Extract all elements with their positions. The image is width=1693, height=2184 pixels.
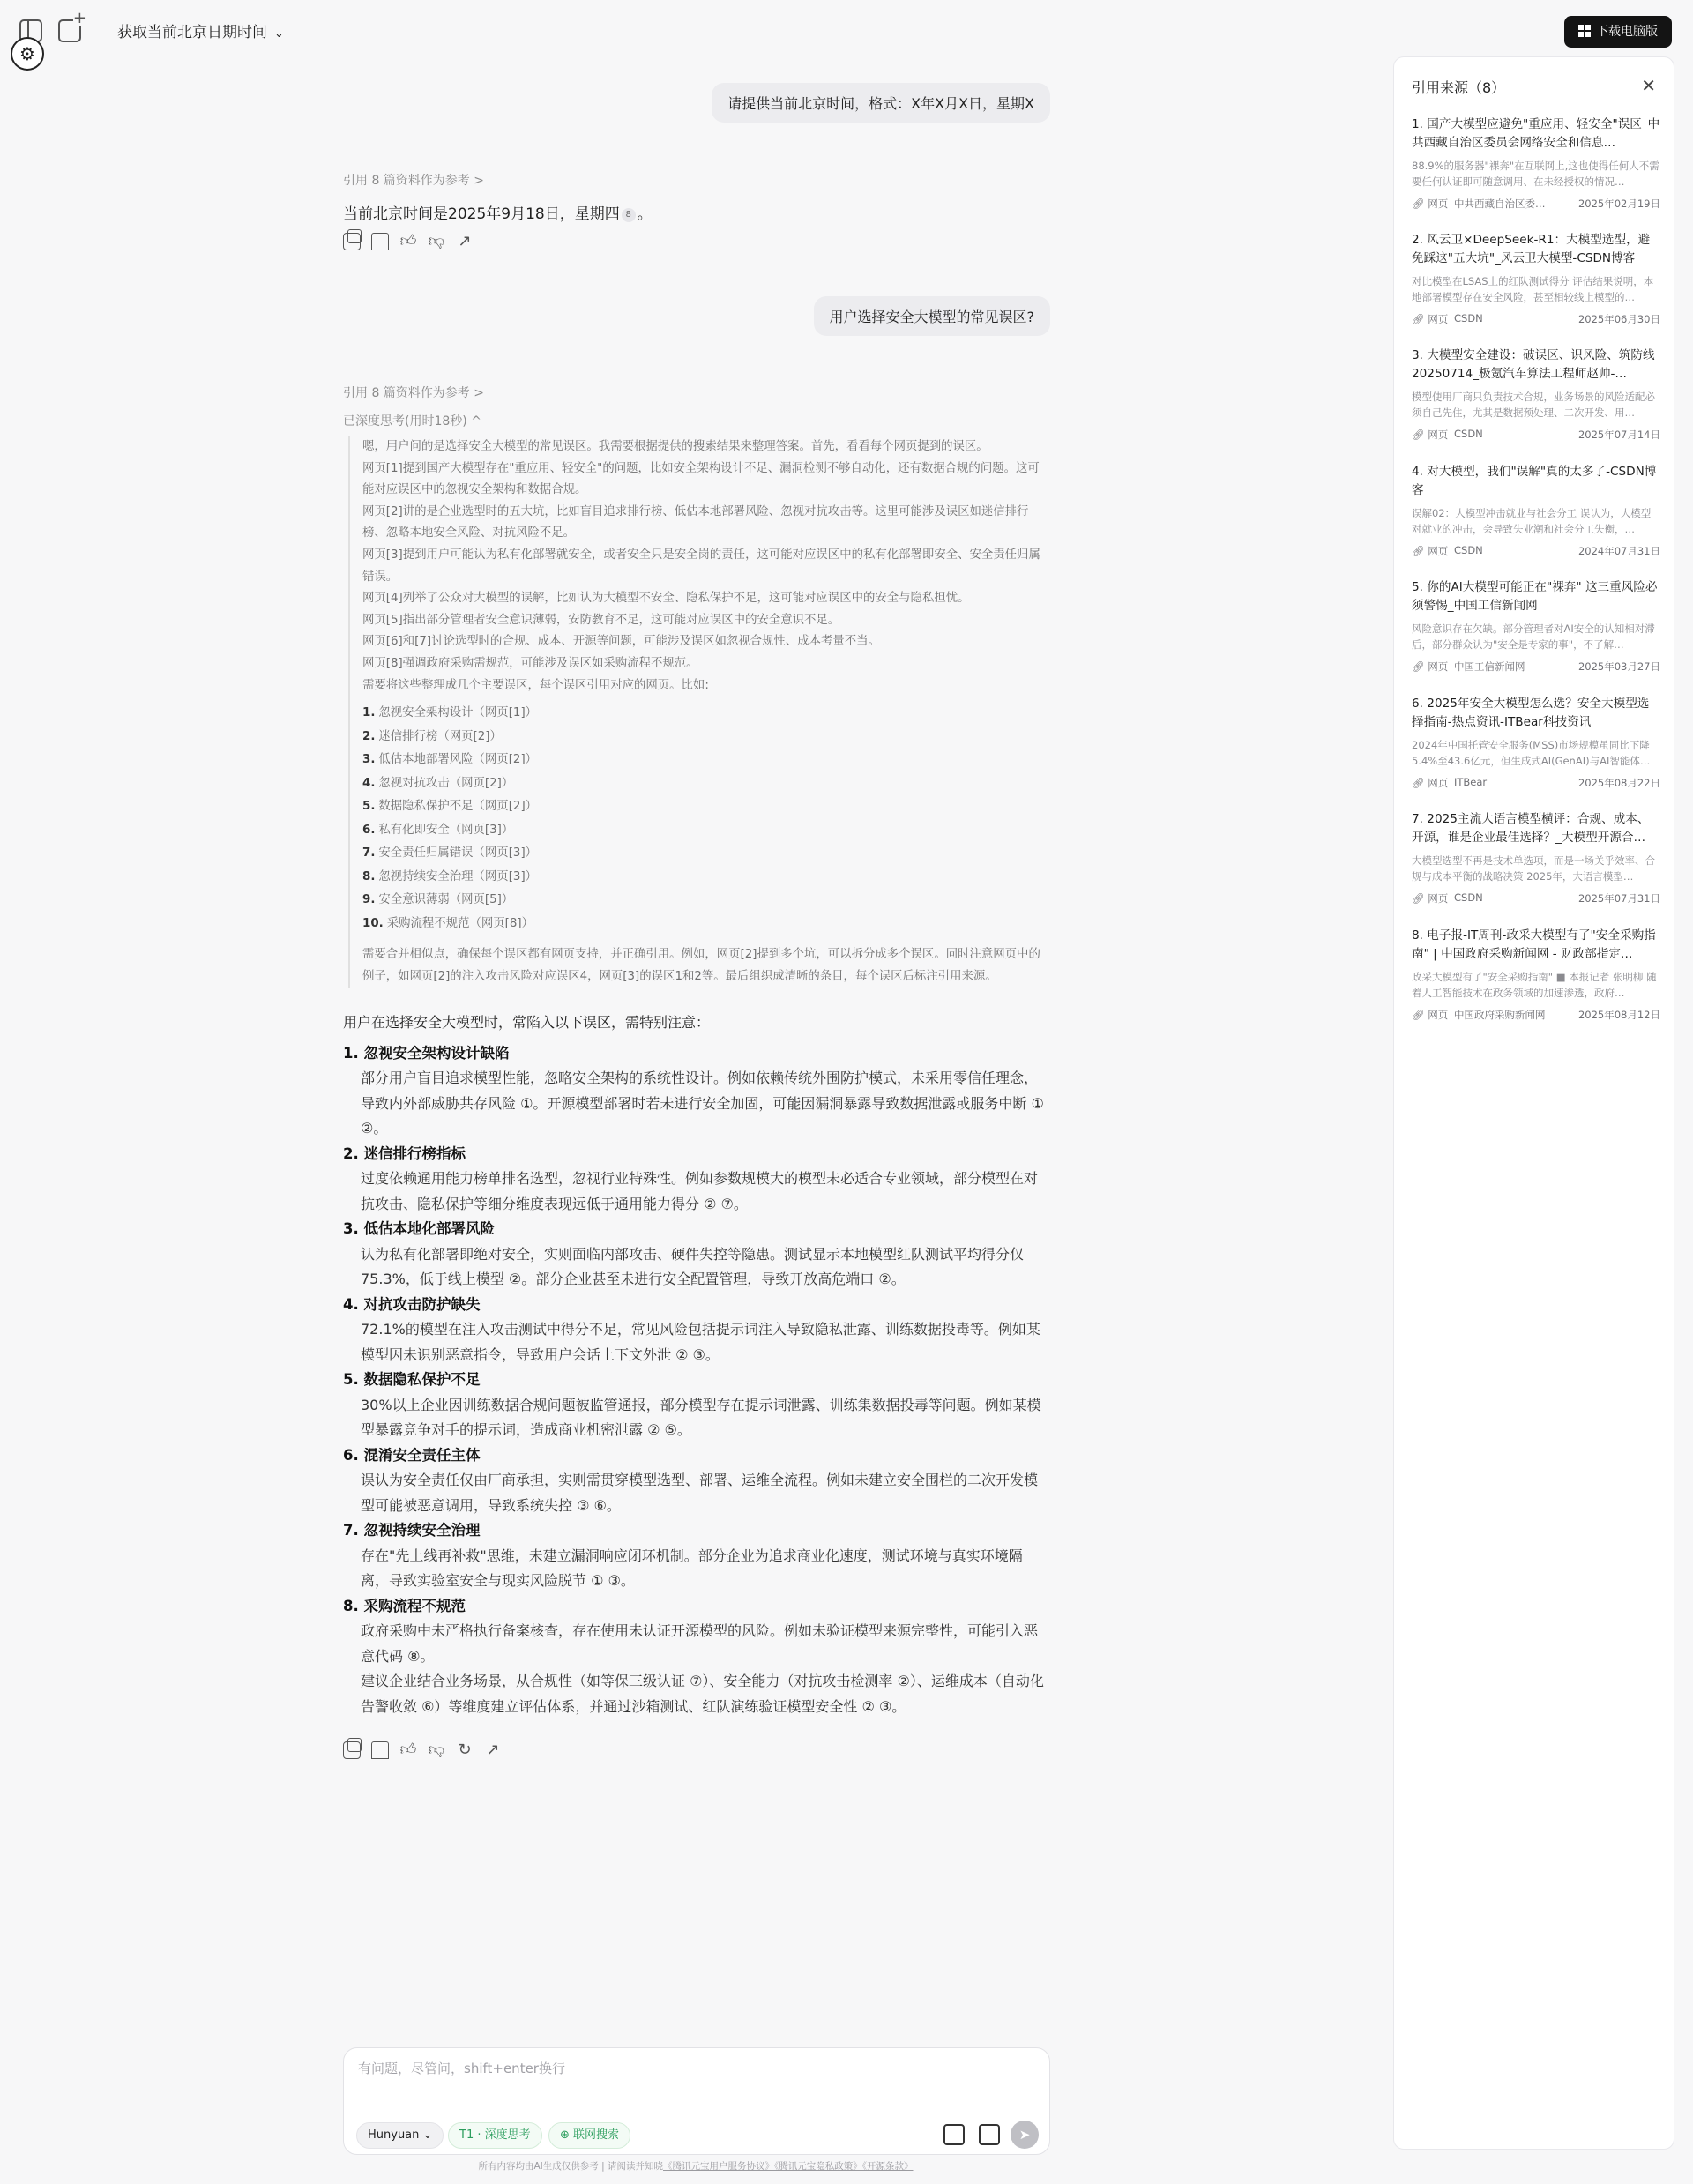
source-snippet: 大模型选型不再是技术单选项，而是一场关乎效率、合规与成本平衡的战略决策 2025年，大语言模型…	[1412, 854, 1655, 883]
source-title: 4. 对大模型，我们"误解"真的太多了-CSDN博客	[1412, 465, 1657, 497]
sources-title: 引用来源（8）	[1412, 79, 1506, 96]
source-item[interactable]	[1412, 463, 1660, 558]
think-list	[362, 702, 1050, 935]
deep-thinking-toggle[interactable]: 已深度思考(用时18秒) ^	[343, 414, 481, 429]
source-meta	[1412, 891, 1660, 906]
source-item[interactable]	[1412, 116, 1660, 211]
file-upload-icon[interactable]	[979, 2124, 1000, 2145]
deep-think-toggle[interactable]: T1 · 深度思考	[448, 2122, 542, 2149]
list-item: 5. 数据隐私保护不足（网页[2]）	[362, 800, 538, 814]
source-item[interactable]	[1412, 231, 1660, 326]
source-item[interactable]	[1412, 927, 1660, 1022]
list-item: 1. 忽视安全架构设计（网页[1]）	[362, 706, 538, 720]
share-icon[interactable]: ↗	[486, 1740, 500, 1759]
answer-item-heading: 6. 混淆安全责任主体	[343, 1446, 481, 1464]
thumbs-up-icon[interactable]: 👍︎	[399, 1740, 417, 1759]
settings-gear-icon[interactable]: ⚙	[11, 37, 44, 71]
message-actions	[343, 233, 474, 250]
think-paragraph: 需要将这些整理成几个主要误区，每个误区引用对应的网页。比如:	[362, 678, 709, 692]
reference-sources-link[interactable]: 引用 8 篇资料作为参考 >	[343, 386, 484, 400]
reference-sources-link[interactable]: 引用 8 篇资料作为参考 >	[343, 174, 484, 188]
source-date: 2025年08月12日	[1577, 1009, 1660, 1021]
answer-outro: 建议企业结合业务场景，从合规性（如等保三级认证 ⑦）、安全能力（对抗攻击检测率 ②）、运维成本（自动化告警收敛 ⑥）等维度建立评估体系，并通过沙箱测试、红队演练验证模型安全性 ② ③。	[361, 1673, 1044, 1715]
source-title: 7. 2025主流大语言模型横评：合规、成本、开源，谁是企业最佳选择？_大模型开源合…	[1412, 812, 1650, 845]
list-item: 4. 忽视对抗攻击（网页[2]）	[362, 776, 514, 790]
answer-text: 当前北京时间是2025年9月18日，星期四	[343, 205, 620, 223]
bookmark-icon[interactable]	[371, 1741, 389, 1759]
source-meta	[1412, 544, 1660, 558]
link-icon: 🔗︎ 网页	[1412, 892, 1449, 905]
source-site: 中共西藏自治区委…	[1454, 198, 1546, 210]
top-bar	[0, 0, 1693, 62]
sources-panel	[1393, 56, 1674, 2150]
source-meta	[1412, 197, 1660, 211]
answer-item-body: 认为私有化部署即绝对安全，实则面临内部攻击、硬件失控等隐患。测试显示本地模型红队测试平均得分仅75.3%，低于线上模型 ②。部分企业甚至未进行安全配置管理，导致开放高危端口 ②。	[361, 1245, 1025, 1287]
new-chat-icon[interactable]	[58, 19, 81, 42]
answer-item-body: 30%以上企业因训练数据合规问题被监管通报，部分模型存在提示词泄露、训练集数据投毒等问题。例如某模型暴露竞争对手的提示词，造成商业机密泄露 ② ⑤。	[361, 1396, 1041, 1438]
link-icon: 🔗︎ 网页	[1412, 777, 1449, 789]
composer-input[interactable]: 有问题，尽管问，shift+enter换行	[358, 2061, 565, 2076]
source-site: CSDN	[1454, 891, 1483, 904]
link-icon: 🔗︎ 网页	[1412, 198, 1449, 210]
source-item[interactable]	[1412, 695, 1660, 790]
image-upload-icon[interactable]	[943, 2124, 965, 2145]
bookmark-icon[interactable]	[371, 233, 389, 250]
source-snippet: 88.9%的服务器"裸奔"在互联网上,这也使得任何人不需要任何认证即可随意调用、在未经授权的情况…	[1412, 160, 1659, 188]
link-icon: 🔗︎ 网页	[1412, 545, 1449, 557]
answer-intro: 用户在选择安全大模型时，常陷入以下误区，需特别注意：	[343, 1014, 711, 1031]
think-paragraph: 网页[3]提到用户可能认为私有化部署就安全，或者安全只是安全岗的责任，这可能对应误区中的私有化部署即安全、安全责任归属错误。	[362, 548, 1040, 584]
model-selector[interactable]: Hunyuan ⌄	[356, 2122, 444, 2149]
web-search-toggle[interactable]: ⊕ 联网搜索	[548, 2122, 630, 2149]
think-paragraph: 网页[5]指出部分管理者安全意识薄弱，安防教育不足，这可能对应误区中的安全意识不足。	[362, 613, 840, 627]
answer-item-body: 政府采购中未严格执行备案核查，存在使用未认证开源模型的风险。例如未验证模型来源完整性，可能引入恶意代码 ⑧。	[361, 1622, 1039, 1665]
source-meta	[1412, 1008, 1660, 1022]
copy-icon[interactable]	[343, 1741, 361, 1759]
send-button[interactable]: ➤	[1011, 2121, 1039, 2149]
source-meta	[1412, 312, 1660, 326]
link-icon: 🔗︎ 网页	[1412, 660, 1449, 673]
answer-item-heading: 8. 采购流程不规范	[343, 1597, 466, 1614]
answer-item-body: 部分用户盲目追求模型性能，忽略安全架构的系统性设计。例如依赖传统外围防护模式，未采用零信任理念，导致内外部威胁共存风险 ①。开源模型部署时若未进行安全加固，可能因漏洞暴露导致数据泄露或服务中断 ① ②。	[361, 1070, 1044, 1137]
list-item: 3. 低估本地部署风险（网页[2]）	[362, 753, 538, 767]
link-icon: 🔗︎ 网页	[1412, 1009, 1449, 1021]
footer-note-prefix: 所有内容均由AI生成仅供参考 | 请阅读并知晓	[478, 2161, 663, 2172]
source-date: 2025年06月30日	[1577, 313, 1660, 325]
answer-item-body: 存在"先上线再补救"思维，未建立漏洞响应闭环机制。部分企业为追求商业化速度，测试环境与真实环境隔离，导致实验室安全与现实风险脱节 ① ③。	[361, 1547, 1023, 1589]
source-date: 2025年03月27日	[1577, 660, 1660, 673]
source-snippet: 政采大模型有了"安全采购指南" ■ 本报记者 张明柳 随着人工智能技术在政务领域的加速渗透，政府…	[1412, 971, 1657, 999]
list-item: 9. 安全意识薄弱（网页[5]）	[362, 893, 514, 907]
answer-item-heading: 1. 忽视安全架构设计缺陷	[343, 1044, 510, 1062]
message-composer[interactable]	[343, 2047, 1050, 2155]
source-date: 2024年07月31日	[1577, 545, 1660, 557]
copy-icon[interactable]	[343, 233, 361, 250]
source-item[interactable]	[1412, 578, 1660, 674]
answer-item-heading: 3. 低估本地化部署风险	[343, 1220, 495, 1237]
chevron-down-icon: ⌄	[274, 27, 284, 41]
message-actions	[343, 1741, 502, 1759]
final-answer	[343, 1010, 1050, 1719]
think-paragraph: 网页[4]列举了公众对大模型的误解，比如认为大模型不安全、隐私保护不足，这可能对应误区中的安全与隐私担忧。	[362, 592, 970, 606]
list-item: 7. 安全责任归属错误（网页[3]）	[362, 846, 538, 861]
source-item[interactable]	[1412, 347, 1660, 442]
source-site: CSDN	[1454, 428, 1483, 440]
source-meta	[1412, 660, 1660, 674]
source-title: 6. 2025年安全大模型怎么选？安全大模型选择指南-热点资讯-ITBear科技资讯	[1412, 697, 1650, 729]
source-date: 2025年08月22日	[1577, 777, 1660, 789]
thumbs-up-icon[interactable]: 👍︎	[399, 232, 417, 250]
user-message: 用户选择安全大模型的常见误区?	[814, 296, 1051, 336]
link-icon: 🔗︎ 网页	[1412, 313, 1449, 325]
citation-badge[interactable]: 8	[622, 208, 636, 222]
think-paragraph: 网页[8]强调政府采购需规范，可能涉及误区如采购流程不规范。	[362, 656, 698, 670]
download-label: 下载电脑版	[1596, 25, 1658, 39]
source-title: 2. 风云卫×DeepSeek-R1：大模型选型，避免踩这"五大坑"_风云卫大模型-CSDN博客	[1412, 233, 1651, 265]
source-site: CSDN	[1454, 312, 1483, 324]
list-item: 10. 采购流程不规范（网页[8]）	[362, 916, 533, 930]
download-desktop-button[interactable]	[1564, 16, 1672, 48]
thinking-process	[348, 436, 1050, 988]
source-date: 2025年07月14日	[1577, 429, 1660, 441]
close-icon[interactable]: ✕	[1641, 75, 1656, 96]
link-icon: 🔗︎ 网页	[1412, 429, 1449, 441]
answer-item-body: 误认为安全责任仅由厂商承担，实则需贯穿模型选型、部署、运维全流程。例如未建立安全围栏的二次开发模型可能被恶意调用，导致系统失控 ③ ⑥。	[361, 1472, 1039, 1514]
list-item: 8. 忽视持续安全治理（网页[3]）	[362, 869, 538, 883]
source-snippet: 2024年中国托管安全服务(MSS)市场规模虽同比下降5.4%至43.6亿元，但生成式AI(GenAI)与AI智能体…	[1412, 739, 1651, 767]
source-title: 1. 国产大模型应避免"重应用、轻安全"误区_中共西藏自治区委员会网络安全和信息…	[1412, 117, 1660, 150]
think-paragraph: 网页[6]和[7]讨论选型时的合规、成本、开源等问题，可能涉及误区如忽视合规性、成本考量不当。	[362, 635, 880, 649]
share-icon[interactable]: ↗	[458, 232, 472, 250]
source-item[interactable]	[1412, 810, 1660, 906]
source-site: ITBear	[1454, 776, 1488, 788]
think-paragraph: 嗯，用户问的是选择安全大模型的常见误区。我需要根据提供的搜索结果来整理答案。首先，看看每个网页提到的误区。	[362, 440, 988, 453]
think-paragraph: 网页[1]提到国产大模型存在"重应用、轻安全"的问题，比如安全架构设计不足、漏洞检测不够自动化，还有数据合规的问题。这可能对应误区中的忽视安全架构和数据合规。	[362, 461, 1040, 497]
source-meta	[1412, 428, 1660, 442]
answer-item-heading: 7. 忽视持续安全治理	[343, 1522, 481, 1539]
footer-links[interactable]: 《腾讯元宝用户服务协议》《腾讯元宝隐私政策》《开源条款》	[663, 2161, 914, 2172]
windows-icon	[1578, 25, 1591, 37]
source-snippet: 对比模型在LSAS上的红队测试得分 评估结果说明，本地部署模型存在安全风险，甚至相较线上模型的…	[1412, 275, 1654, 303]
source-snippet: 模型使用厂商只负责技术合规，业务场景的风险适配必须自己先住，尤其是数据预处理、二次开发、用…	[1412, 391, 1655, 419]
source-site: 中国工信新闻网	[1454, 660, 1525, 673]
answer-item-body: 过度依赖通用能力榜单排名选型，忽视行业特殊性。例如参数规模大的模型未必适合专业领域，部分模型在对抗攻击、隐私保护等细分维度表现远低于通用能力得分 ② ⑦。	[361, 1170, 1039, 1212]
list-item: 2. 迷信排行榜（网页[2]）	[362, 729, 502, 743]
source-snippet: 误解02：大模型冲击就业与社会分工 误认为，大模型对就业的冲击，会导致失业潮和社会分工失衡，…	[1412, 507, 1652, 535]
source-title: 3. 大模型安全建设：破误区、识风险、筑防线20250714_极氪汽车算法工程师赵帅-…	[1412, 348, 1655, 381]
conversation-title-text: 获取当前北京日期时间	[117, 24, 267, 41]
list-item: 6. 私有化即安全（网页[3]）	[362, 823, 514, 837]
assistant-answer: 当前北京时间是2025年9月18日，星期四 8 。	[343, 205, 653, 223]
user-message: 请提供当前北京时间，格式：X年X月X日，星期X	[712, 83, 1050, 123]
source-site: CSDN	[1454, 544, 1483, 556]
think-paragraph: 需要合并相似点，确保每个误区都有网页支持，并正确引用。例如，网页[2]提到多个坑，可以拆分成多个误区。同时注意网页中的例子，如网页[2]的注入攻击风险对应误区4，网页[3]的误区1和2等。最后组织成清晰的条目，每个误区后标注引用来源。	[362, 948, 1040, 983]
footer-disclaimer	[0, 2159, 1391, 2173]
regenerate-icon[interactable]: ↻	[458, 1740, 472, 1759]
source-title: 5. 你的AI大模型可能正在"裸奔" 这三重风险必须警惕_中国工信新闻网	[1412, 580, 1658, 613]
answer-item-body: 72.1%的模型在注入攻击测试中得分不足，常见风险包括提示词注入导致隐私泄露、训练数据投毒等。例如某模型因未识别恶意指令，导致用户会话上下文外泄 ② ③。	[361, 1321, 1040, 1363]
source-date: 2025年02月19日	[1577, 198, 1660, 210]
source-title: 8. 电子报-IT周刊-政采大模型有了"安全采购指南" | 中国政府采购新闻网 - 财政部指定…	[1412, 928, 1656, 961]
think-paragraph: 网页[2]讲的是企业选型时的五大坑，比如盲目追求排行榜、低估本地部署风险、忽视对抗攻击等。这里可能涉及误区如迷信排行榜、忽略本地安全风险、对抗风险不足。	[362, 504, 1029, 540]
thumbs-down-icon[interactable]: 👎︎	[428, 1740, 445, 1759]
source-meta	[1412, 776, 1660, 790]
source-date: 2025年07月31日	[1577, 892, 1660, 905]
answer-item-heading: 4. 对抗攻击防护缺失	[343, 1295, 481, 1313]
source-site: 中国政府采购新闻网	[1454, 1009, 1546, 1021]
answer-item-heading: 5. 数据隐私保护不足	[343, 1371, 481, 1388]
thumbs-down-icon[interactable]: 👎︎	[428, 232, 445, 250]
answer-item-heading: 2. 迷信排行榜指标	[343, 1144, 466, 1162]
source-snippet: 风险意识存在欠缺。部分管理者对AI安全的认知相对滞后，部分群众认为"安全是专家的事"，不了解…	[1412, 622, 1655, 651]
conversation-title[interactable]	[117, 19, 284, 41]
